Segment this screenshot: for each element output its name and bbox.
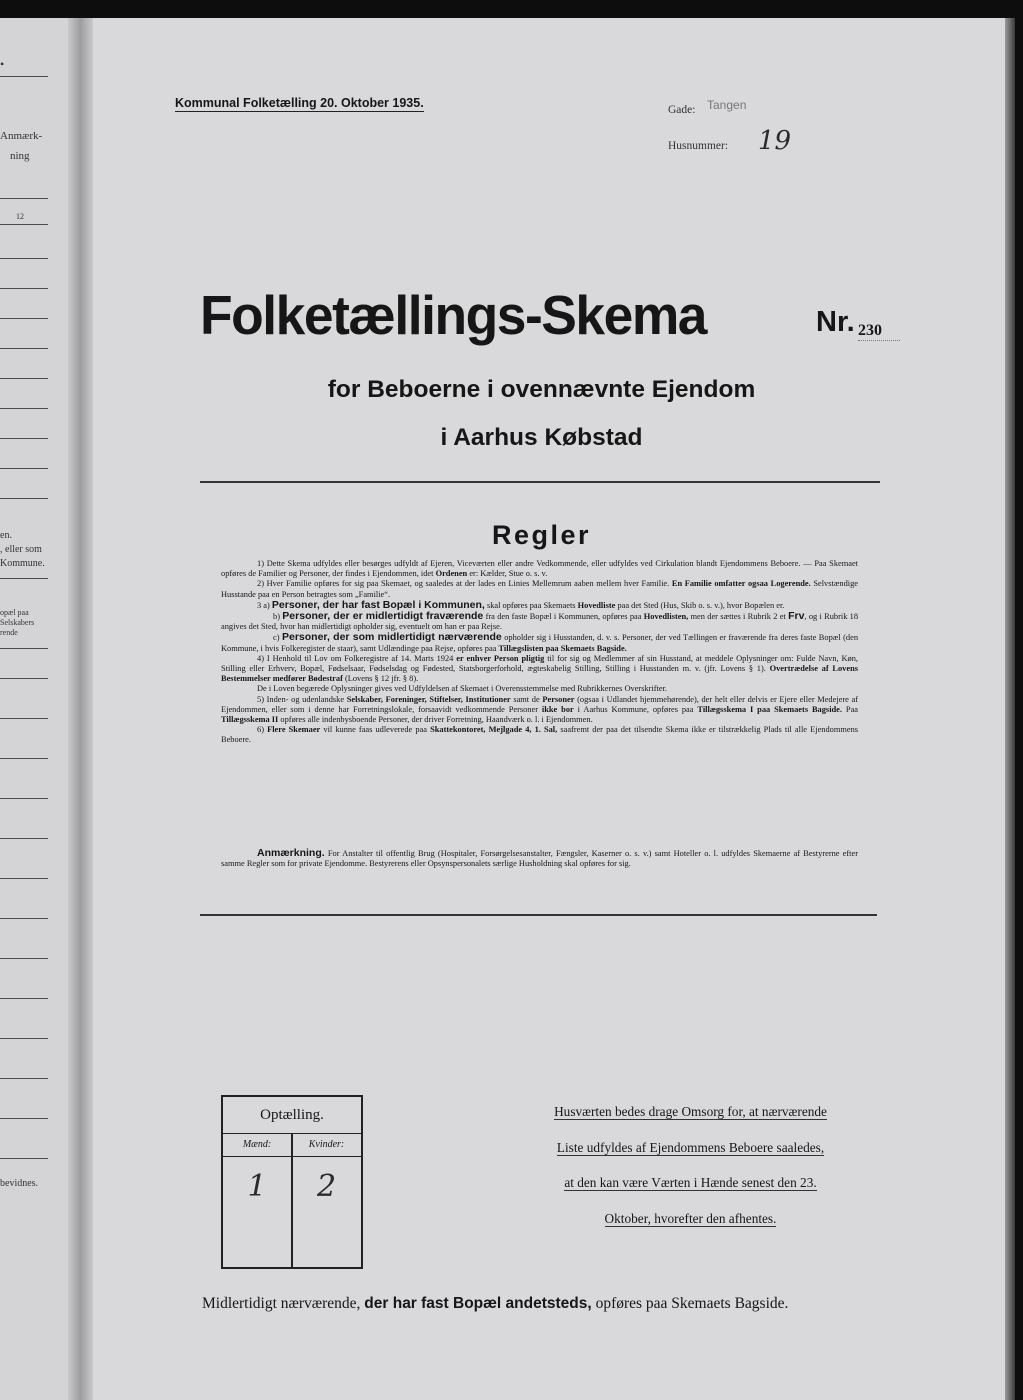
book-spine (68, 18, 96, 1400)
left-page-fragment: ning (10, 150, 30, 162)
women-label: Kvinder: (292, 1134, 361, 1157)
census-header: Kommunal Folketælling 20. Oktober 1935. (175, 96, 424, 110)
left-page-fragment: Selskabers (0, 618, 35, 627)
left-page-fragment: , eller som (0, 544, 42, 555)
left-page-fragment: en. (0, 530, 12, 541)
page-edge (1005, 18, 1015, 1400)
left-page-fragment: • (0, 57, 5, 71)
rule-3b: b) Personer, der er midlertidigt fraværende fra den faste Bopæl i Kommunen, opføres paa Hovedlisten, men der sættes i Rubrik 2 et Frv, og i Rubrik 18 angives det Sted, hvor han midlertidigt opholder sig, eventuelt om han er paa Rejse. (221, 610, 859, 632)
women-count: 2 (316, 1169, 337, 1204)
rule-3c: c) Personer, der som midlertidigt nærværende opholder sig i Husstanden, d. v. s. Personer, der ved Tællingen er fraværende fra deres faste Bopæl (den Kommune, i hvis Folkeregister de staar), samt Udlændinge paa Rejse, opføres paa Tillægslisten paa Skemaets Bagside. (221, 631, 859, 653)
form-number-label: Nr. (816, 306, 855, 338)
rule-5: 5) Inden- og udenlandske Selskaber, Foreninger, Stiftelser, Institutioner samt de Personer (ogsaa i Udlandet hjemmehørende), der helt eller delvis er Ejere eller Medejere af Ejendommen, eller som i denne har Forretningslokale, forsaavidt vedkommende Personer ikke bor i Aarhus Kommune, opføres paa Tillægsskema I paa Skemaets Bagside. Paa Tillægsskema II opføres alle indenbysboende Personer, der driver Forretning, Haandværk o. l. i Ejendommen. (221, 694, 859, 725)
notice-line: Oktober, hvorefter den afhentes. (604, 1210, 777, 1226)
street-label: Gade: (668, 104, 696, 116)
count-title: Optælling. (223, 1097, 361, 1134)
men-count: 1 (247, 1169, 267, 1204)
left-page-fragment: bevidnes. (0, 1178, 39, 1189)
left-page-fragment: rende (0, 628, 18, 637)
left-page-fragment: opæl paa (0, 608, 29, 617)
notice-line: Liste udfyldes af Ejendommens Beboere saaledes, (556, 1139, 825, 1155)
street-value: Tangen (707, 98, 747, 112)
notice-line: at den kan være Værten i Hænde senest den 23. (564, 1175, 817, 1190)
rule-6: 6) Flere Skemaer vil kunne faas udleverede paa Skattekontoret, Mejlgade 4, 1. Sal, saafremt der paa det tilsendte Skema ikke er tilstrækkelig Plads til alle Ejendommens Beboere. (221, 725, 859, 745)
house-number-label: Husnummer: (668, 140, 729, 152)
footer-note: Midlertidigt nærværende, der har fast Bopæl andetsteds, opføres paa Skemaets Bagside. (202, 1295, 789, 1312)
rules-heading: Regler (491, 520, 592, 550)
notice-line: Husværten bedes drage Omsorg for, at nærværende (554, 1104, 827, 1119)
men-label: Mænd: (223, 1134, 291, 1157)
left-page-fragment: Anmærk- (0, 130, 43, 142)
divider-top (200, 481, 880, 483)
divider-bottom (200, 914, 877, 916)
rule-3a: 3 a) Personer, der har fast Bopæl i Kommunen, skal opføres paa Skemaets Hovedliste paa det Sted (Hus, Skib o. s. v.), hvor Bopælen er. (257, 598, 785, 611)
rules-text (221, 559, 858, 746)
form-subtitle-1: for Beboerne i ovennævnte Ejendom (327, 376, 756, 403)
rule-2: 2) Hver Familie opføres for sig paa Skemaet, og saaledes at der lades en Linies Mellemrum aaben mellem hver Familie. En Familie omfatter ogsaa Logerende. Selvstændige Husstande paa en Person betragtes som „Familie“. (221, 579, 859, 599)
rule-4: 4) I Henhold til Lov om Folkeregistre af 14. Marts 1924 er enhver Person pligtig til for sig og Medlemmer af sin Husstand, at meddele Oplysninger om: Fulde Navn, Køn, Stilling eller Erhverv, Bopæl, Fødselsaar, Fødselsdag og Fødested, Statsborgerforhold, ægteskabelig Stilling, Stilling i Husstanden m. v. (jfr. Lovens § 1). Overtrædelse af Lovens Bestemmelser medfører Bødestraf (Lovens § 12 jfr. § 8). (221, 653, 859, 684)
form-title: Folketællings-Skema (200, 284, 707, 346)
house-number-value: 19 (758, 126, 792, 156)
form-number-value: 230 (858, 322, 900, 341)
rule-4-extra: De i Loven begærede Oplysninger gives ved Udfyldelsen af Skemaet i Overensstemmelse med Rubrikkernes Overskrifter. (257, 684, 668, 694)
form-subtitle-2: i Aarhus Købstad (440, 424, 643, 451)
remark-label: Anmærkning. (257, 847, 325, 859)
count-box (221, 1095, 363, 1269)
remark-text: Anmærkning. For Anstalter til offentlig Brug (Hospitaler, Forsørgelsesanstalter, Fængsler, Kaserner o. s. v.) samt Hoteller o. l. udfyldes Skemaerne af Bestyrerne efter samme Regler som for private Ejendomme. Bestyrerens eller Opsynspersonalets særlige Husholdning skal opføres for sig. (221, 847, 859, 869)
left-page-fragment: 12 (16, 212, 24, 221)
left-page-fragment: Kommune. (0, 558, 45, 569)
rule-1: 1) Dette Skema udfyldes eller besørges udfyldt af Ejeren, Viceværten eller andre Vedkommende, eller udfyldes ved Cirkulation blandt Ejendommens Beboere. — Paa Skemaet opføres de Familier og Personer, der findes i Ejendommen, idet Ordenen er: Kælder, Stue o. s. v. (221, 559, 858, 579)
landlord-notice (513, 1100, 868, 1242)
